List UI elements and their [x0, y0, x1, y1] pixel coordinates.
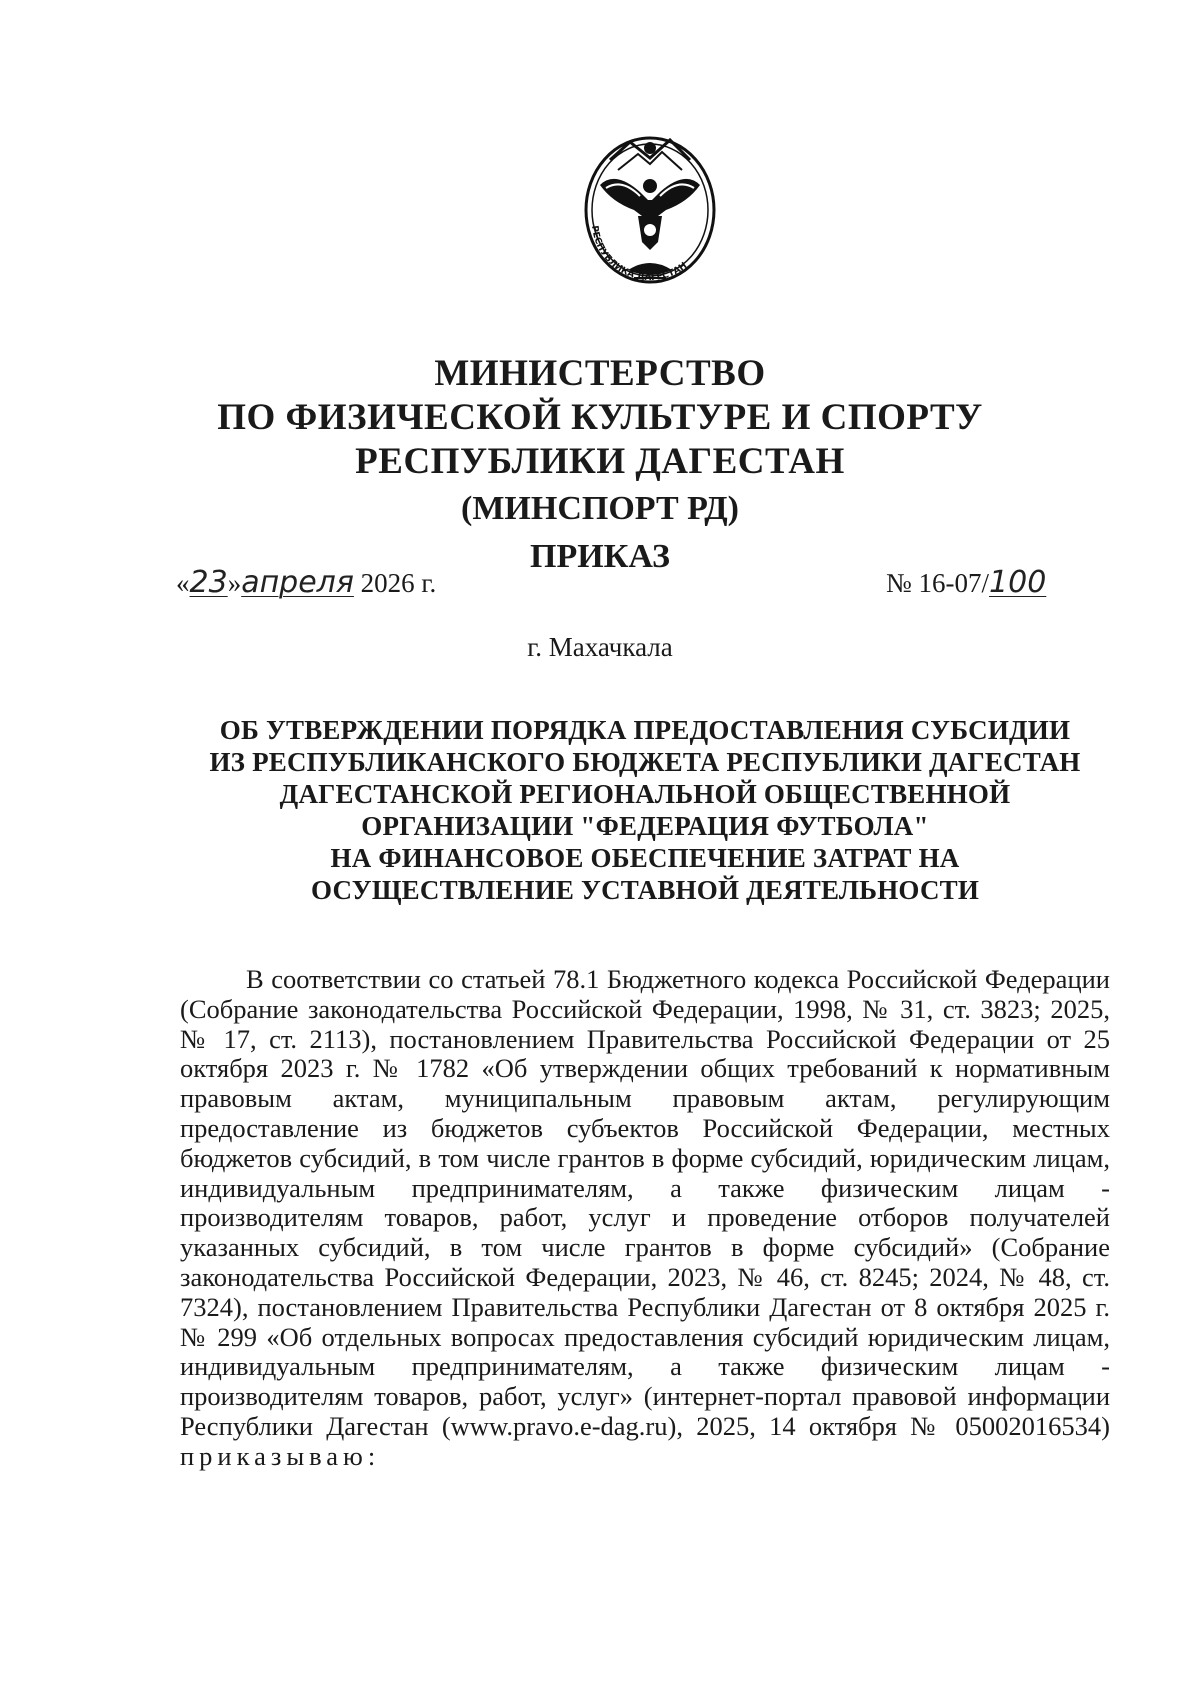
- order-number-prefix: № 16-07/: [886, 568, 990, 598]
- date-day-handwritten: 23: [189, 565, 228, 600]
- order-heading: [180, 714, 1110, 906]
- date-year: 2026 г.: [360, 568, 437, 598]
- body-closing-word: приказываю:: [180, 1440, 381, 1471]
- document-type-title: ПРИКАЗ: [530, 538, 670, 575]
- coat-of-arms-emblem: [570, 130, 730, 298]
- date-mid-quote: »: [227, 568, 242, 598]
- ministry-name-line-3: РЕСПУБЛИКИ ДАГЕСТАН: [355, 441, 845, 482]
- order-body-paragraph: [180, 965, 1110, 1472]
- heading-line: НА ФИНАНСОВОЕ ОБЕСПЕЧЕНИЕ ЗАТРАТ НА: [330, 843, 960, 873]
- heading-line: ДАГЕСТАНСКОЙ РЕГИОНАЛЬНОЙ ОБЩЕСТВЕННОЙ: [279, 779, 1011, 809]
- order-number-handwritten: 100: [989, 565, 1047, 600]
- ministry-name-line-1: МИНИСТЕРСТВО: [434, 353, 766, 394]
- city-name: г. Махачкала: [527, 632, 673, 662]
- order-number: [886, 565, 1046, 600]
- ministry-abbreviation: (МИНСПОРТ РД): [461, 490, 739, 527]
- heading-line: ОБ УТВЕРЖДЕНИИ ПОРЯДКА ПРЕДОСТАВЛЕНИЯ СУБСИДИИ: [219, 715, 1071, 745]
- date-month-handwritten: апреля: [241, 565, 354, 600]
- ministry-name-line-2: ПО ФИЗИЧЕСКОЙ КУЛЬТУРЕ И СПОРТУ: [217, 397, 983, 438]
- heading-line: ОСУЩЕСТВЛЕНИЕ УСТАВНОЙ ДЕЯТЕЛЬНОСТИ: [310, 875, 980, 905]
- order-date: [176, 565, 436, 600]
- svg-text:РЕСПУБЛИКА ДАГЕСТАН: РЕСПУБЛИКА ДАГЕСТАН: [589, 225, 690, 284]
- date-open-quote: «: [176, 568, 190, 598]
- heading-line: ОРГАНИЗАЦИИ "ФЕДЕРАЦИЯ ФУТБОЛА": [361, 811, 929, 841]
- heading-line: ИЗ РЕСПУБЛИКАНСКОГО БЮДЖЕТА РЕСПУБЛИКИ ДАГЕСТАН: [209, 747, 1081, 777]
- body-text: В соответствии со статьей 78.1 Бюджетного кодекса Российской Федерации (Собрание законодательства Российской Федерации, 1998, № 31, ст. 3823; 2025, № 17, ст. 2113), постановлением Правительства Российской Федерации от 25 октября 2023 г. № 1782 «Об утверждении общих требований к нормативным правовым актам, муниципальным правовым актам, регулирующим предоставление из бюджетов субъектов Российской Федерации, местных бюджетов субсидий, в том числе грантов в форме субсидий, юридическим лицам, индивидуальным предпринимателям, а также физическим лицам - производителям товаров, работ, услуг и проведение отборов получателей указанных субсидий, в том числе грантов в форме субсидий» (Собрание законодательства Российской Федерации, 2023, № 46, ст. 8245; 2024, № 48, ст. 7324), постановлением Правительства Республики Дагестан от 8 октября 2025 г. № 299 «Об отдельных вопросах предоставления субсидий юридическим лицам, индивидуальным предпринимателям, а также физическим лицам - производителям товаров, работ, услуг» (интернет-портал правовой информации Республики Дагестан (www.pravo.e-dag.ru), 2025, 14 октября № 05002016534): [180, 964, 1110, 1441]
